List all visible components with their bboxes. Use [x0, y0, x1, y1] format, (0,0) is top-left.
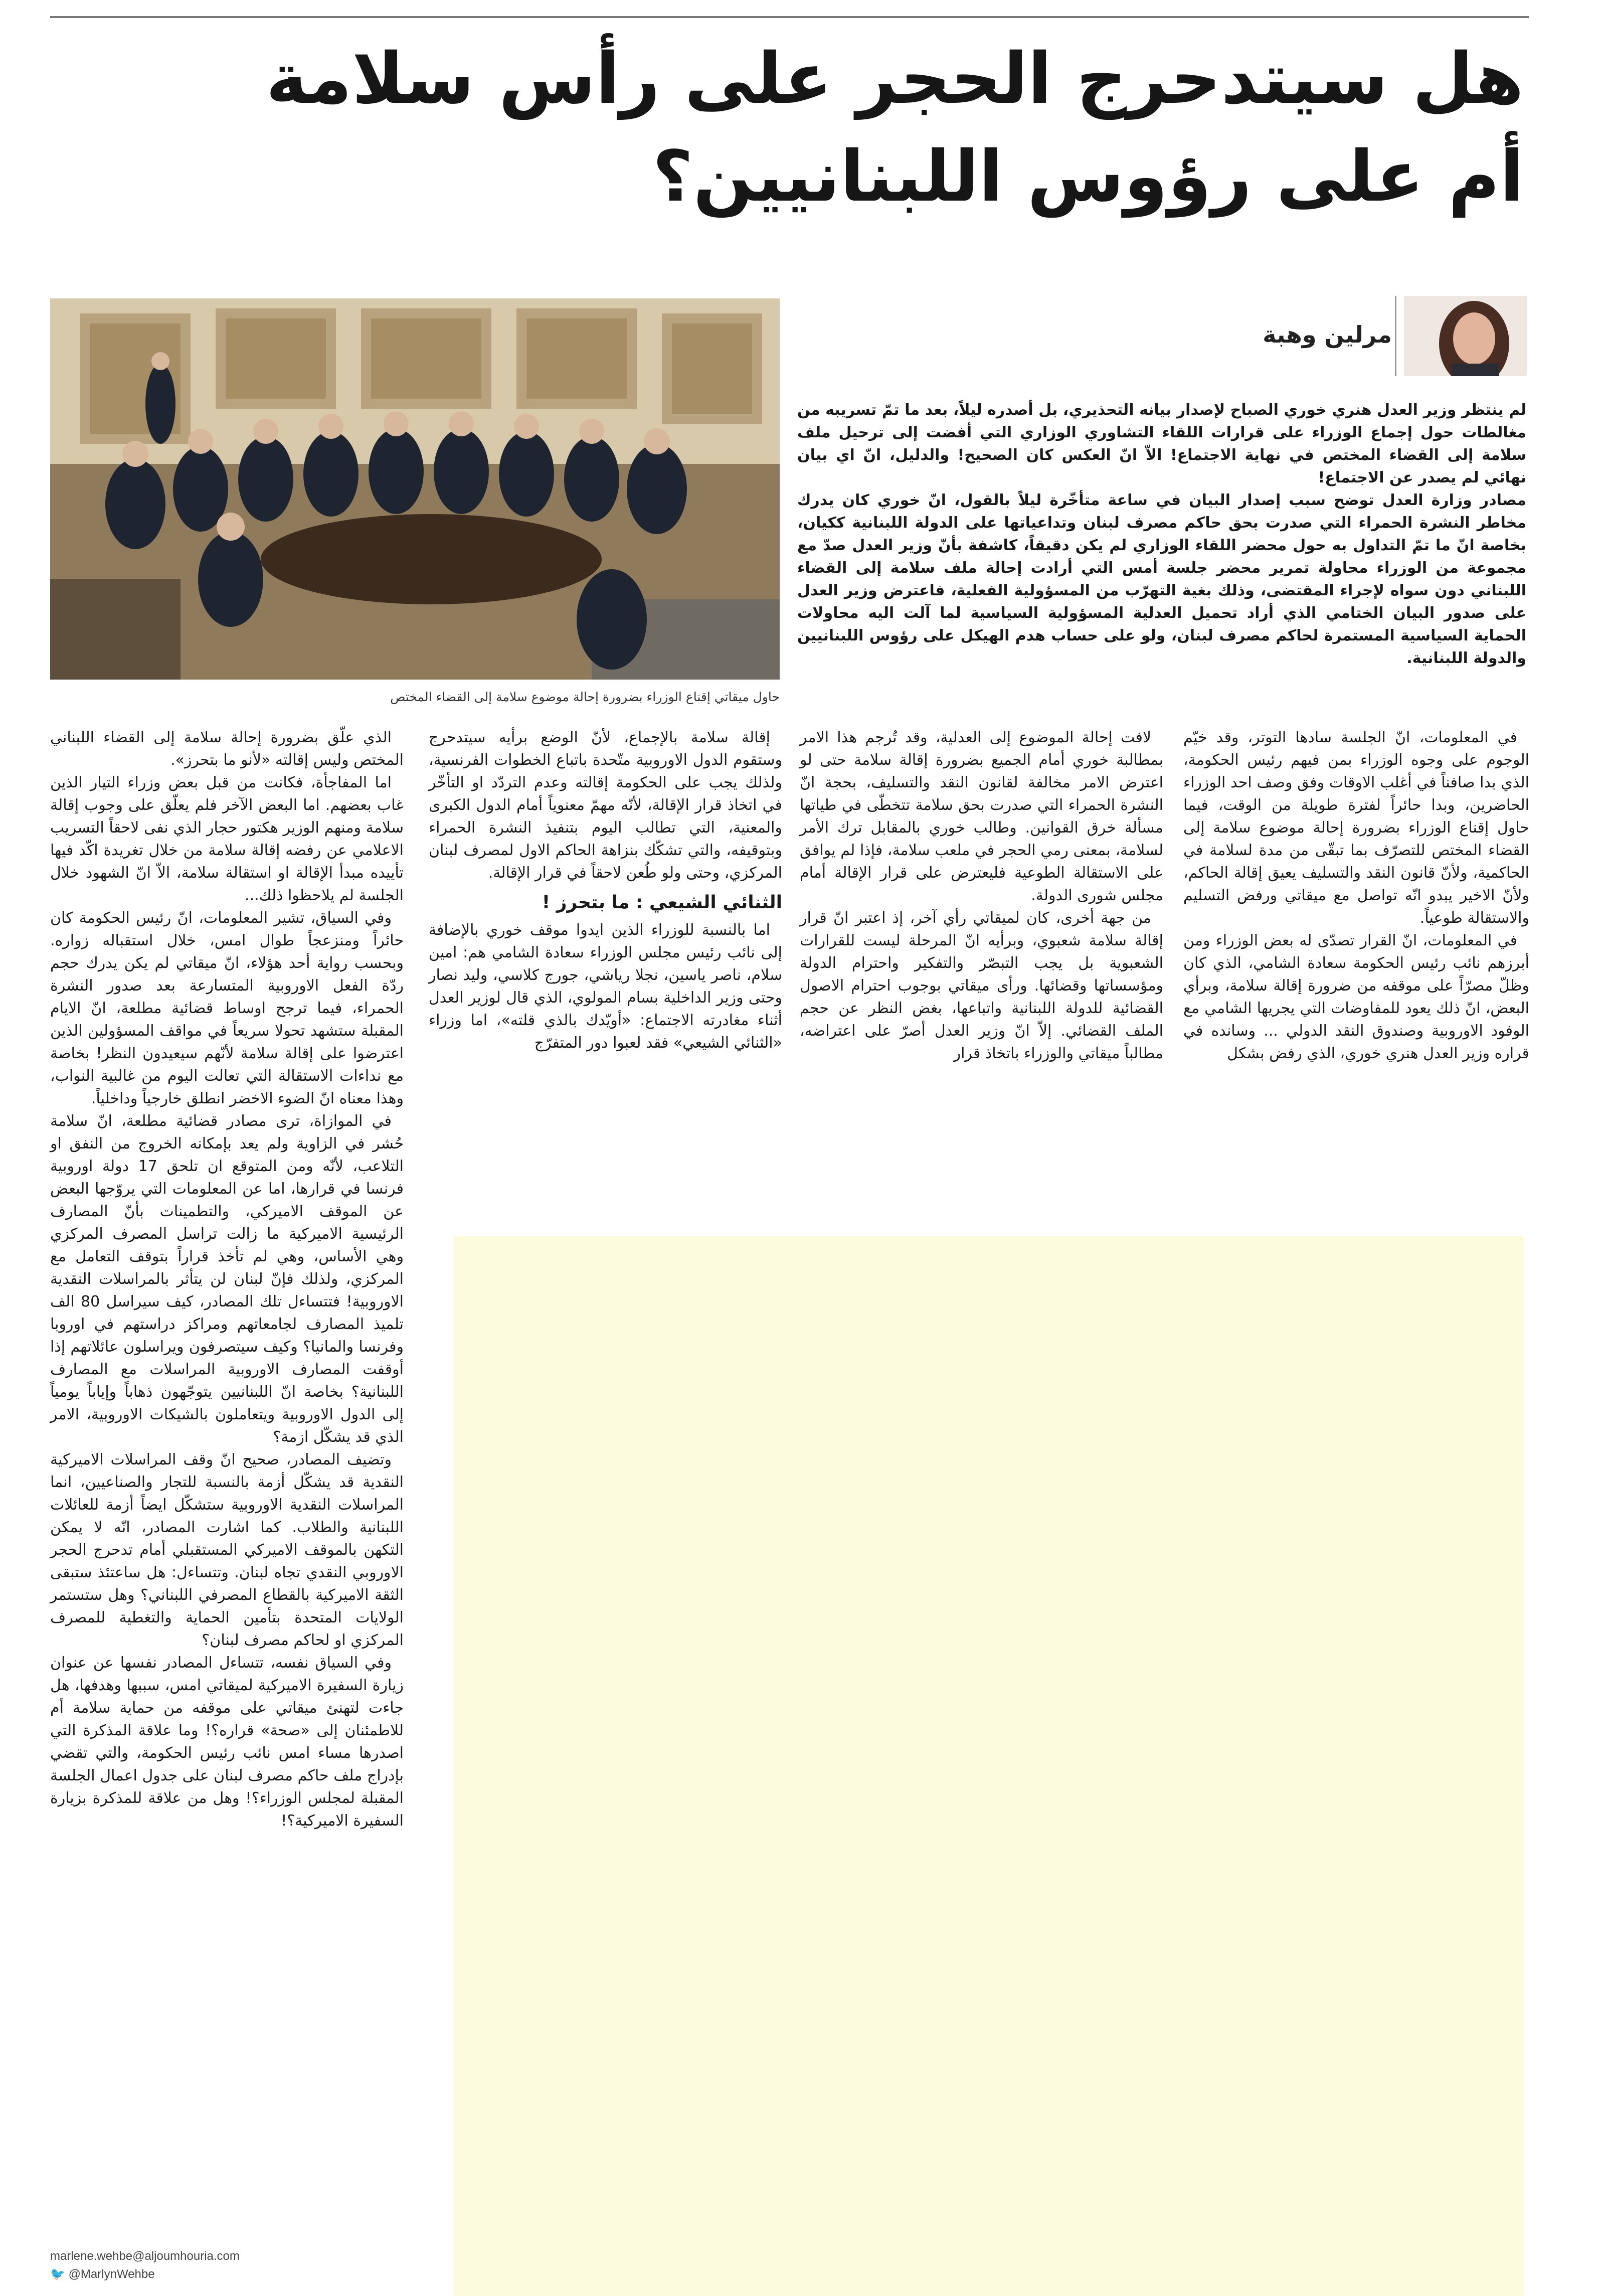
photo-caption: حاول ميقاتي إقناع الوزراء بضرورة إحالة موضوع سلامة إلى القضاء المختص [390, 690, 780, 704]
ad-space [454, 1236, 1524, 2296]
meeting-photo [50, 298, 780, 680]
lede-paragraph: لم ينتظر وزير العدل هنري خوري الصباح لإصدار بيانه التحذيري، بل أصدره ليلاً، بعد ما تمّ تسريبه من مغالطات حول إجماع الوزراء على قرارات اللقاء التشاوري الوزاري التي أفضت إلى ترحيل ملف سلامة إلى القضاء المختص في نهاية الاجتماع! الاّ انّ العكس كان الصحيح! والدليل، انّ اي بيان نهائي لم يصدر عن الاجتماع! [797, 401, 1526, 486]
author-avatar [1404, 296, 1527, 376]
body-paragraph: اما بالنسبة للوزراء الذين ايدوا موقف خوري بالإضافة إلى نائب رئيس مجلس الوزراء سعادة الشامي هم: امين سلام، ناصر ياسين، نجلا رياشي، جورج كلاسي، وليد نصار وحتى وزير الداخلية بسام المولوي، الذي قال لوزير العدل أثناء مغادرته الاجتماع: «أويّدك بالذي قلته»، اما وزراء «الثنائي الشيعي» فقد لعبوا دور المتفرّج [429, 921, 782, 1052]
lede [797, 399, 1526, 670]
headline-line-2: أم على رؤوس اللبنانيين؟ [652, 136, 1524, 218]
body-paragraph: من جهة أخرى، كان لميقاتي رأي آخر، إذ اعتبر انّ قرار إقالة سلامة شعبوي، وبرأيه انّ المرحلة ليست للقرارات الشعبوية بل يجب التبصّر والتفكير واحترام الدولة ومؤسساتها وقضائها. ورأى ميقاتي بوجوب احترام الاصول القضائية للدولة اللبنانية واتباعها، بغض النظر عن حجم الملف القضائي. إلاّ انّ وزير العدل أصرّ على اعتراضه، مطالباً ميقاتي والوزراء باتخاذ قرار [800, 909, 1163, 1062]
body-paragraph: وتضيف المصادر، صحيح انّ وقف المراسلات الاميركية النقدية قد يشكّل أزمة بالنسبة للتجار والصناعيين، انما المراسلات النقدية الاوروبية ستشكّل ايضاً أزمة للعائلات اللبنانية والطلاب. كما اشارت المصادر، انّه لا يمكن التكهن بالموقف الاميركي المستقبلي أمام تدحرج الحجر الاوروبي النقدي تجاه لبنان. وتتساءل: هل ساعتئذ ستبقى الثقة الاميركية بالقطاع المصرفي اللبناني؟ وهل ستستمر الولايات المتحدة بتأمين الحماية والتغطية للمصرف المركزي او لحاكم مصرف لبنان؟ [50, 1451, 404, 1649]
headline [50, 30, 1524, 226]
author-separator [1395, 296, 1396, 376]
body-paragraph: وفي السياق نفسه، تتساءل المصادر نفسها عن عنوان زيارة السفيرة الاميركية لميقاتي امس، سببها وهدفها، هل جاءت لتهنئ ميقاتي على موقفه من حماية سلامة أم للاطمئنان إلى «صحة» قراره؟! وما علاقة المذكرة التي اصدرها مساء امس نائب رئيس الحكومة، والتي تقضي بإدراج ملف حاكم مصرف لبنان على جدول اعمال الجلسة المقبلة لمجلس الوزراء؟! وهل من علاقة للمذكرة بزيارة السفيرة الاميركية؟! [50, 1654, 404, 1830]
body-column-4 [50, 726, 404, 1832]
body-paragraph: إقالة سلامة بالإجماع، لأنّ الوضع برأيه سيتدحرج وستقوم الدول الاوروبية متّحدة باتباع الخطوات الفرنسية، ولذلك يجب على الحكومة إقالته وعدم التردّد او التأخّر في اتخاذ قرار الإقالة، لأنّه مهمّ معنوياً أمام الدول الكبرى والمعنية، التي تطالب اليوم بتنفيذ النشرة الحمراء وبتوقيفه، والتي تشكّك بنزاهة الحاكم الاول لمصرف لبنان المركزي، وحتى ولو طُعن لاحقاً في قرار الإقالة. [429, 729, 782, 882]
body-paragraph: في المعلومات، انّ القرار تصدّى له بعض الوزراء ومن أبرزهم نائب رئيس الحكومة سعادة الشامي، الذي كان وظلّ مصرّاً على موقفه من ضرورة إقالة سلامة، وبرأي البعض، انّ ذلك يعود للمفاوضات التي يجريها الشامي مع الوفود الاوروبية وصندوق النقد الدولي ... وسانده في قراره وزير العدل هنري خوري، الذي رفض بشكل [1183, 932, 1529, 1062]
body-column-3 [429, 726, 782, 1054]
author-twitter-handle [50, 2267, 404, 2281]
headline-line-1: هل سيتدحرج الحجر على رأس سلامة [266, 38, 1524, 120]
bird-icon: 🐦 [50, 2267, 65, 2281]
lede-paragraph: مصادر وزارة العدل توضح سبب إصدار البيان في ساعة متأخّرة ليلاً بالقول، انّ خوري كان يدرك مخاطر النشرة الحمراء التي صدرت بحق حاكم مصرف لبنان وتداعياتها على الدولة اللبنانية ككيان، بخاصة انّ ما تمّ التداول به حول محضر اللقاء الوزاري لم يكن دقيقاً، كاشفة بأنّ وزير العدل صدّ مع مجموعة من الوزراء محاولة تمرير محضر جلسة أمس التي أرادت إحالة ملف سلامة إلى القضاء اللبناني دون سواه لإجراء المقتضى، وذلك بغية التهرّب من المسؤولية الفعلية، فاعترض وزير العدل على صدور البيان الختامي الذي أراد تحميل العدلية المسؤولية السياسية لما آلت اليه محاولات الحماية السياسية المستمرة لحاكم مصرف لبنان، ولو على حساب هدم الهيكل على رؤوس اللبنانيين والدولة اللبنانية. [797, 491, 1526, 667]
body-paragraph: في الموازاة، ترى مصادر قضائية مطلعة، انّ سلامة حُشر في الزاوية ولم يعد بإمكانه الخروج من النفق او التلاعب، لأنّه ومن المتوقع ان تلحق 17 دولة اوروبية فرنسا في قرارها، اما عن المعلومات التي يروّجها البعض عن الموقف الاميركي، والتطمينات بأنّ المصارف الرئيسية الاميركية ما زالت تراسل المصرف المركزي وهي الأساس، وهي لم تأخذ قراراً بتوقف التعامل مع المركزي، ولذلك فإنّ لبنان لن يتأثر بالمراسلات النقدية الاوروبية! فتتساءل تلك المصادر، كيف سيراسل 80 الف تلميذ المصارف لجامعاتهم ومراكز دراستهم في اوروبا وفرنسا والمانيا؟ وكيف سيتصرفون ويراسلون عائلاتهم إذا أوقفت المصارف الاوروبية المراسلات مع المصارف اللبنانية؟ بخاصة انّ اللبنانيين يتوجّهون ذهاباً وإياباً يومياً إلى الدول الاوروبية ويتعاملون بالشيكات الاوروبية، الامر الذي قد يشكّل ازمة؟ [50, 1112, 404, 1446]
body-column-1 [1183, 726, 1529, 1065]
body-paragraph: في المعلومات، انّ الجلسة سادها التوتر، وقد خيّم الوجوم على وجوه الوزراء بمن فيهم رئيس الحكومة، الذي بدا صافناً في أغلب الاوقات وفق وصف احد الوزراء الحاضرين، وبدا حائراً لفترة طويلة من الوقت، فيما حاول إقناع الوزراء بضرورة إحالة موضوع سلامة إلى القضاء المختص للتصرّف بما تبقّى من مدة لسلامة في الحاكمية، ولأنّ قانون النقد والتسليف يعيق إقالة الحاكم، ولأنّ الاخير يبدو انّه تواصل مع ميقاتي ورفض التسليم والاستقالة طوعياً. [1183, 729, 1529, 927]
body-paragraph: وفي السياق، تشير المعلومات، انّ رئيس الحكومة كان حائراً ومنزعجاً طوال امس، خلال استقباله زواره. وبحسب رواية أحد هؤلاء، انّ ميقاتي لم يكن يدرك حجم ردّة الفعل الاوروبية المتسارعة بعد صدور النشرة الحمراء، فيما ترجح اوساط قضائية مطلعة، انّ الايام المقبلة ستشهد تحولا سريعاً في مواقف المسؤولين الذين اعترضوا على إقالة سلامة لأنّهم سيعيدون النظر! بخاصة مع نداءات الاستقالة التي تعالت اليوم من غالبية النواب، وهذا معناه انّ الضوء الاخضر انطلق خارجياً وداخلياً. [50, 909, 404, 1107]
body-paragraph: اما المفاجأة، فكانت من قبل بعض وزراء التيار الذين غاب بعضهم. اما البعض الآخر فلم يعلّق على وجوب إقالة سلامة ومنهم الوزير هكتور حجار الذي نفى لاحقاً التسريب الاعلامي عن رفضه إقالة سلامة من خلال تغريدة اكّد فيها تأييده مبدأ الإقالة او استقالة سلامة، الاّ انّ الشهود خلال الجلسة لم يلاحظوا ذلك... [50, 774, 404, 904]
body-paragraph: الذي علّق بضرورة إحالة سلامة إلى القضاء اللبناني المختص وليس إقالته «لأنو ما بتحرز». [50, 729, 404, 769]
author-name: مرلين وهبة [1263, 321, 1392, 348]
body-column-2 [800, 726, 1163, 1065]
author-twitter-text: @MarlynWehbe [68, 2267, 155, 2281]
subheading: الثنائي الشيعي : ما بتحرز ! [542, 892, 782, 913]
author-email: marlene.wehbe@aljoumhouria.com [50, 2249, 240, 2263]
top-rule [50, 16, 1529, 18]
body-paragraph: لافت إحالة الموضوع إلى العدلية، وقد تُرجم هذا الامر بمطالبة خوري أمام الجميع بضرورة إقالة سلامة حتى لو اعترض الامر مخالفة لقانون النقد والتسليف، بحجة انّ النشرة الحمراء التي صدرت بحق سلامة تتخطّى في طياتها مسألة خرق القوانين. وطالب خوري بالمقابل ترك الأمر لسلامة، بمعنى رمي الحجر في ملعب سلامة، فإذا لم يوافق على الاستقالة الطوعية فليعترض على قرار الإقالة أمام مجلس شورى الدولة. [800, 729, 1163, 904]
